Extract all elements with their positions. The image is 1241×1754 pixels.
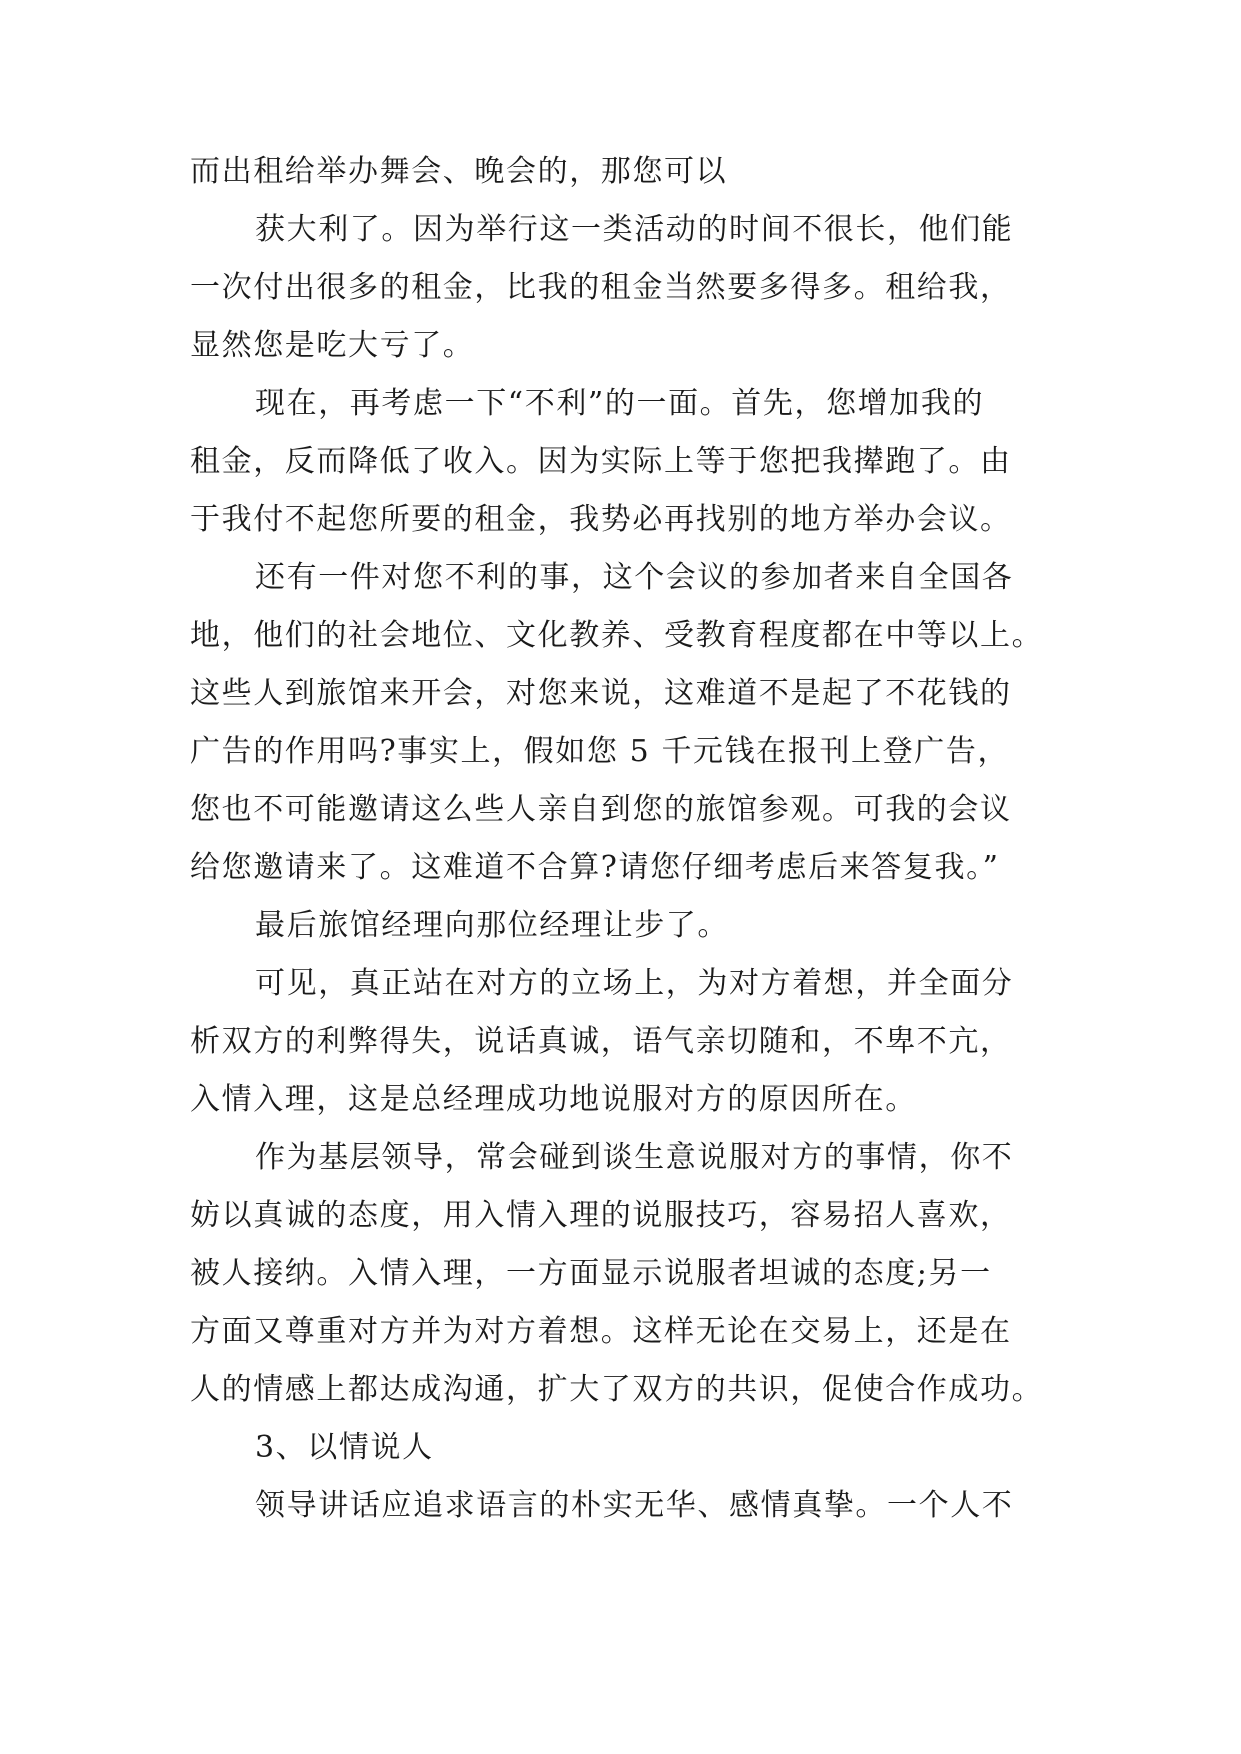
text-line: 析双方的利弊得失，说话真诚，语气亲切随和，不卑不亢， <box>190 1024 1012 1059</box>
text-line: 这些人到旅馆来开会，对您来说，这难道不是起了不花钱的 <box>190 676 1012 711</box>
section-heading: 3、以情说人 <box>255 1430 434 1465</box>
text-line: 入情入理，这是总经理成功地说服对方的原因所在。 <box>190 1082 917 1117</box>
text-line: 广告的作用吗?事实上，假如您 5 千元钱在报刊上登广告， <box>190 734 1010 769</box>
text-line: 一次付出很多的租金，比我的租金当然要多得多。租给我， <box>190 270 1012 305</box>
text-line: 方面又尊重对方并为对方着想。这样无论在交易上，还是在 <box>190 1314 1012 1349</box>
text-line: 给您邀请来了。这难道不合算?请您仔细考虑后来答复我。” <box>190 850 1000 885</box>
text-line: 现在，再考虑一下“不利”的一面。首先，您增加我的 <box>255 386 985 421</box>
text-line: 被人接纳。入情入理，一方面显示说服者坦诚的态度;另一 <box>190 1256 992 1291</box>
text-line: 而出租给举办舞会、晚会的，那您可以 <box>190 154 728 189</box>
text-line: 领导讲话应追求语言的朴实无华、感情真挚。一个人不 <box>255 1488 1014 1523</box>
text-line: 于我付不起您所要的租金，我势必再找别的地方举办会议。 <box>190 502 1012 537</box>
text-line: 可见，真正站在对方的立场上，为对方着想，并全面分 <box>255 966 1014 1001</box>
text-line: 作为基层领导，常会碰到谈生意说服对方的事情，你不 <box>255 1140 1014 1175</box>
text-line: 最后旅馆经理向那位经理让步了。 <box>255 908 729 943</box>
text-line: 还有一件对您不利的事，这个会议的参加者来自全国各 <box>255 560 1014 595</box>
text-line: 妨以真诚的态度，用入情入理的说服技巧，容易招人喜欢， <box>190 1198 1012 1233</box>
text-line: 地，他们的社会地位、文化教养、受教育程度都在中等以上。 <box>190 618 1044 653</box>
text-line: 租金，反而降低了收入。因为实际上等于您把我撵跑了。由 <box>190 444 1012 479</box>
text-line: 显然您是吃大亏了。 <box>190 328 475 363</box>
text-line: 人的情感上都达成沟通，扩大了双方的共识，促使合作成功。 <box>190 1372 1044 1407</box>
text-line: 您也不可能邀请这么些人亲自到您的旅馆参观。可我的会议 <box>190 792 1012 827</box>
text-line: 获大利了。因为举行这一类活动的时间不很长，他们能 <box>255 212 1014 247</box>
